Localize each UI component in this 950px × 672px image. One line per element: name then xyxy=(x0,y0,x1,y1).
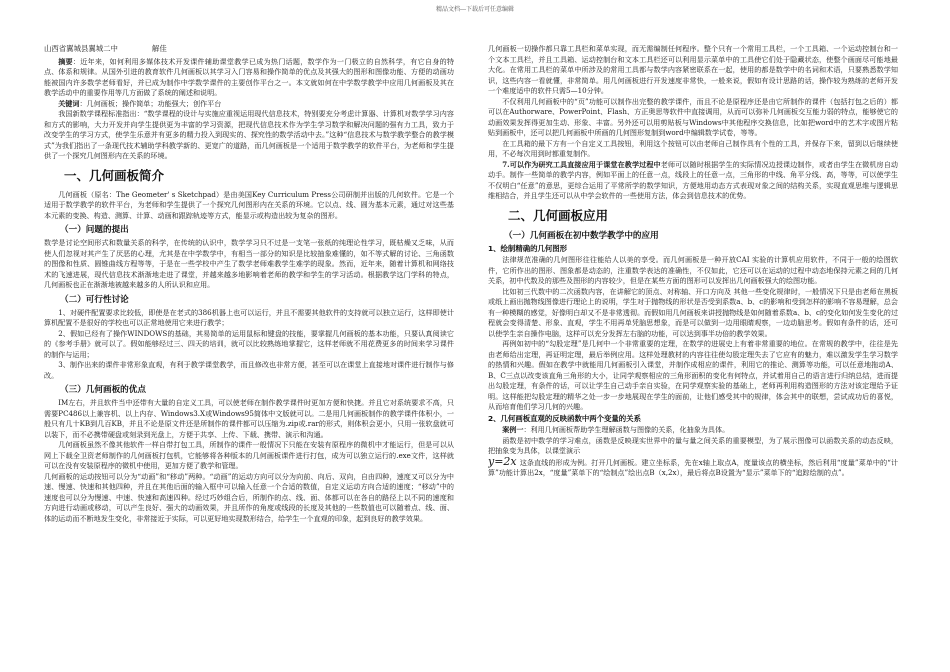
page-header-note: 精品文档---下载后可任意编辑 xyxy=(435,6,515,13)
subsection-1-paragraph: 数学是讨论空间形式和数量关系的科学，在传统的认识中，数学学习只不过是一支笔一张纸的纯理论性学习，既枯燥又乏味，从而使人们忽视对其产生了厌恶的心理，尤其是在中学数学中，有相当一部分的知识是比较抽象难懂的，如不等式解的讨论、三角函数的图像和性质、圆锥曲线方程等等，于是在一些学校中产生了数学老师难教学生难学的现象。然而，近年来，随着计算机和网络技术的飞速进展，现代信息技术渐渐地走进了课堂，并越来越多地影响着老师的教学和学生的学习活动。根据教学这门学科的特点，几何画板也正在渐渐地被越来越多的人所认识和应用。 xyxy=(44,238,454,289)
abstract-text: ：近年来，如何利用多媒体技术开发课件辅助课堂教学已成为热门话题，数学作为一门极立的自然科学，有它自身的特点、体系和规律。从国外引进的教育软件几何画板以其学习入门容易和操作简单的优点及其强大的图形和图像功能、方便的动画功能被国内许多数学老师看好，并已成为制作中学数学课件的主要创作平台之一。本文就如何在中学数学教学中应用几何画板及其在教学活动中的重要作用等几方面做了系统的阐述和说明。 xyxy=(44,56,454,97)
right-column xyxy=(488,44,898,664)
left-column xyxy=(44,44,454,664)
case-one-label: 案例一 xyxy=(502,425,524,434)
school-name: 山西省翼城县翼城二中 xyxy=(44,44,118,53)
feasibility-point-3: 3、制作出来的课件非常形象直观，有利于教学课堂教学，而且修改也非常方便，甚至可以在课堂上直接地对课件进行制作与修改。 xyxy=(44,360,454,380)
subsection-1-title: （一）问题的提出 xyxy=(60,225,129,235)
paper-byline xyxy=(44,44,454,55)
advantages-paragraph-2: 几何画板虽然不像其他软件一样自带打包工具，所制作的课件一般情况下只能在安装有原程序的微机中才能运行，但是可以从网上下载全卫资老师制作的几何画板打包机，它能够将各种版本的几何画板课件进行打包，成为可以独立运行的.exe文件，这样就可以在没有安装原程序的微机中使用，更加方便了教学和管理。 xyxy=(44,440,454,470)
toolbar-paragraph: 几何画板一切操作都只靠工具栏和菜单实现，而无需编制任何程序。整个只有一个常用工具栏，一个工具箱、一个运动控制台和一个文本工具栏，并且工具箱、运动控制台和文本工具栏还可以利用显示菜单中的工具使它们处于隐藏状态，使整个画面尽可能地最大化。在常用工具栏的菜单中所涉及的常用工具都与数学内容紧密联系在一起，使用的都是数学中的名词和术语，只要熟悉数学知识，这些内容一看就懂，非常简单。用几何画板进行开发速度非常快，一般来说，假如有设计思路的话，操作较为熟练的老师开发一个难度适中的软件只需5—10分钟。 xyxy=(488,44,898,95)
intro-paragraph: 我国新数学课程标准指出：“数学课程的设计与实施应重视运用现代信息技术，特别要充分考虑计算器、计算机对数学学习内容和方式的影响，大力开发并向学生提供更为丰富的学习资源，把现代信息技术作为学生学习数学和解决问题的强有力工具，致力于改变学生的学习方式，使学生乐意并有更多的精力投入到现实的、探究性的数学活动中去。”这种“信息技术与数学教学整合的教学模式”为我们指出了一条现代技术辅助学科教学新的、更宽广的道路，而几何画板是一个适用于数学教学的软件平台，为老师和学生提供了一个探究几何图形内在关系的环境。 xyxy=(44,109,454,160)
heading-precise-figures: 1、绘制精确的几何图形 xyxy=(488,243,568,253)
equation-y-2x: y=2x xyxy=(488,454,517,468)
case-one-description: 函数是初中数学的学习难点，函数是反映现实世界中的量与量之间关系的重要模型，为了展示图像可以函数关系的动态反映，把抽象变为具体，以课堂演示 xyxy=(488,435,898,455)
precise-figures-paragraph: 法律规范准确的几何图形往往能给人以美的享受。而几何画板是一种开放CAI 实验的计算机应用软件，不同于一般的绘图软件，它所作出的图形、图象都是动态的，注重数学表达的准确性，不仅如此，它还可以在运动的过程中动态地保持元素之间的几何关系，初中代数及的那些及图形的内容较少，但是在某些方面的图形可以发挥出几何画板强大的绘图功能。 xyxy=(488,255,898,285)
page-function-paragraph: 不仅利用几何画板中的“页”功能可以制作出完整的教学课件，而且不论是原程序还是由它所制作的课件（包括打包之后的）都可以在Authorware、PowerPoint、Flash、方正奥思等软件中直接调用，从而可以弥补几何画板交互能力弱的特点，能够使它的动画效果发挥得更加生动、形象、丰富。另外还可以用剪贴板与Windows中其他程序交换信息，比如把word中的艺术字或图片粘贴到画板中，还可以把几何画板中所画的几何图形复制到word中编辑数学试卷，等等。 xyxy=(488,96,898,137)
keywords-text: ：几何画板；操作简单；功能强大；创作平台 xyxy=(79,98,222,108)
case-one xyxy=(488,425,898,436)
keywords xyxy=(44,99,454,110)
equation-paragraph xyxy=(488,454,898,479)
abstract-label: 摘要 xyxy=(58,56,73,66)
case-one-text: ：利用几何画板帮助学生理解函数与图像的关系，化抽象为具体。 xyxy=(523,425,730,434)
subsection-3-title: （三）几何画板的优点 xyxy=(60,385,146,395)
advantages-paragraph-3: 几何画板的运动按钮可以分为“动画”和“移动”两种。“动画”的运动方向可以分为向前、向后、双向，自由四种，速度又可以分为中速、慢速、快速和其他四种，并且在其他后面的输入框中可以输入任意一个合适的数值，自定义运动方向合适的速度；“移动”中的速度也可以分为慢速、中速、快速和高速四种。经过巧妙组合后，所制作的点、线、面、体都可以在各自的路径上以不同的速度和方向进行动画或移动，可以产生良好、强大的动画效果，并且所作的角度或线段的长度及其他的一些数值也可以随着点、线、面、体的运动而不断地发生变化，非常接近于实际，可以更好地实现数形结合，给学生一个直观的印象，起到良好的教学效果。 xyxy=(44,471,454,523)
feasibility-point-1: 1、对硬件配置要求比较低，即使是在老式的386机器上也可以运行，并且不需要其他软件的支持就可以独立运行，这样即使计算机配置不是很好的学校也可以正常地使用它来进行教学； xyxy=(44,307,454,327)
feasibility-point-2: 2、假如已经有了操作WINDOWS的基础，其易简单的运用鼠标和键盘的技能，要掌握几何画板的基本功能，只要认真阅读它的《参考手册》就可以了。假如能够经过三、四天的培训，就可以比较熟练地掌握它，这样老师就不用花费更多的时间来学习课件的制作与运用； xyxy=(44,328,454,359)
keywords-label: 关键词 xyxy=(58,98,80,108)
subsection-junior-title: （一）几何画板在初中数学教学中的应用 xyxy=(504,230,659,241)
section-1-title: 一、几何画板简介 xyxy=(64,167,165,183)
author-name: 解佳 xyxy=(151,44,167,53)
equation-paragraph-text: 这条直线的形成为例。打开几何画板。建立坐标系，先在x轴上取点A，度量该点的横坐标，然后利用“度量”菜单中的“计算”功能计算出2x，“度量”菜单下的“绘制点”绘出点B（x,2x），最后将点B设置为“显示”菜单下的“追踪绘制的点”。 xyxy=(488,457,898,477)
subsection-2-title: （二）可行性讨论 xyxy=(60,294,129,305)
research-tool-paragraph xyxy=(488,160,898,202)
advantages-paragraph-1: IM左右，并且软件当中还带有大量的自定义工具，可以使老师在制作教学课件时更加方便和快捷。并且它对系统要求不高，只需要PC486以上兼容机、以上内存、Windows3.X或Windows95简体中文版就可以。二是用几何画板制作的教学课件体积小，一般只有几十KB到几百KB，并且不论是原文件还是所制作的课件都可以压缩为.zip或.rar的形式，则体积会更小，只用一张软盘就可以装下，而不必携带硬盘或刻录到光盘上，方便于共享、上传、下载、携带、演示和沟通。 xyxy=(44,398,454,439)
section-2-title: 二、几何画板应用 xyxy=(508,207,609,223)
section-1-paragraph: 几何画板（原名：The Geometer' s Sketchpad）是由美国Key Curriculum Press公司研制并出版的几何软件。它是一个适用于数学教学的软件平台，为老师和学生提供了一个探究几何图形内在关系的环境。它以点、线、圆为基本元素，通过对这些基本元素的变换、构造、测算、计算、动画和跟踪轨迹等方式，能显示或构造出较为复杂的图形。 xyxy=(44,189,454,220)
pythagorean-paragraph: 再例如初中的“勾股定理”是几何中一个非常重要的定理，在数学的进展史上有着非常重要的地位。在常规的教学中，往往是先由老师给出定理，再证明定理，最后举例应用。这样处理教材的内容往往使勾股定理失去了它应有的魅力，难以激发学生学习数学的热情和兴趣。假如在教学中就能用几何画板引入课堂，并制作成相应的课件，利用它的推论、测算等功能，可以任意地拖动A、B、C三点以改变该直角三角形的大小，让同学观察相应的三角形面积的变化有何特点，并试着用自己的语言进行归纳总结，进而提出勾股定理，有条件的话，可以让学生自己动手亲自实验，在同学观察实验的基础上，老师再利用构造图形的方法对该定理给予证明。这样能把勾股定理的精华之处一步一步地展现在学生的面前，让他们感受其中的规律，体会其中的联想，尝试成功后的喜悦，从而培育他们学习几何的兴趣。 xyxy=(488,339,898,411)
research-tool-text: 老师可以随时根据学生的实际情况边授课边制作，或者由学生在微机房自动动手。制作一些简单的教学内容，例如平面上的任意一点，线段上的任意一点，三角形的中线、角平分线、高，等等，可以使学生不仅明白“任意”的意思，更综合运用了平常所学的数学知识，方便地用动态方式表现对象之间的结构关系，实现直观思维与逻辑思维相结合，并且学生还可以从中学会软件的一些使用方法，体会到信息技术的优势。 xyxy=(488,159,898,200)
custom-tool-paragraph: 在工具箱的最下方有一个自定义工具按钮，利用这个按钮可以由老师自己制作具有个性的工具，并保存下来，留到以后继续使用，不必每次用到时都重复制作。 xyxy=(488,138,898,158)
research-tool-lead: 7.可以作为研究工具直接应用于课堂在教学过程中 xyxy=(502,159,661,169)
abstract xyxy=(44,57,454,99)
heading-function-variables: 2、几何画板直观的反映函数中两个变量的关系 xyxy=(488,413,641,423)
quadratic-function-paragraph: 比如初三代数中的二次函数内容，在讲解它的顶点、对称轴、开口方向及 其他一些变化规律时，一般情况下只是由老师在黑板或纸上画出抛物线图像进行理论上的说明，学生对于抛物线的形状是否受到系数a、b、c的影响和受到怎样的影响不容易理解，总会有一种模糊的感觉，好像明白却又不是非常透彻。而假如用几何画板来讲授抛物线是如何随着系数a、b、c的变化如何发生变化的过程就会变得清楚、形象、直观，学生不用再单凭脑思想象，而是可以做到一边用眼睛观察，一边动脑思考。假如有条件的话，还可以使学生亲自操作电脑，这样可以充分发挥左右脑的功能，可以达到事半功倍的教学效果。 xyxy=(488,286,898,338)
